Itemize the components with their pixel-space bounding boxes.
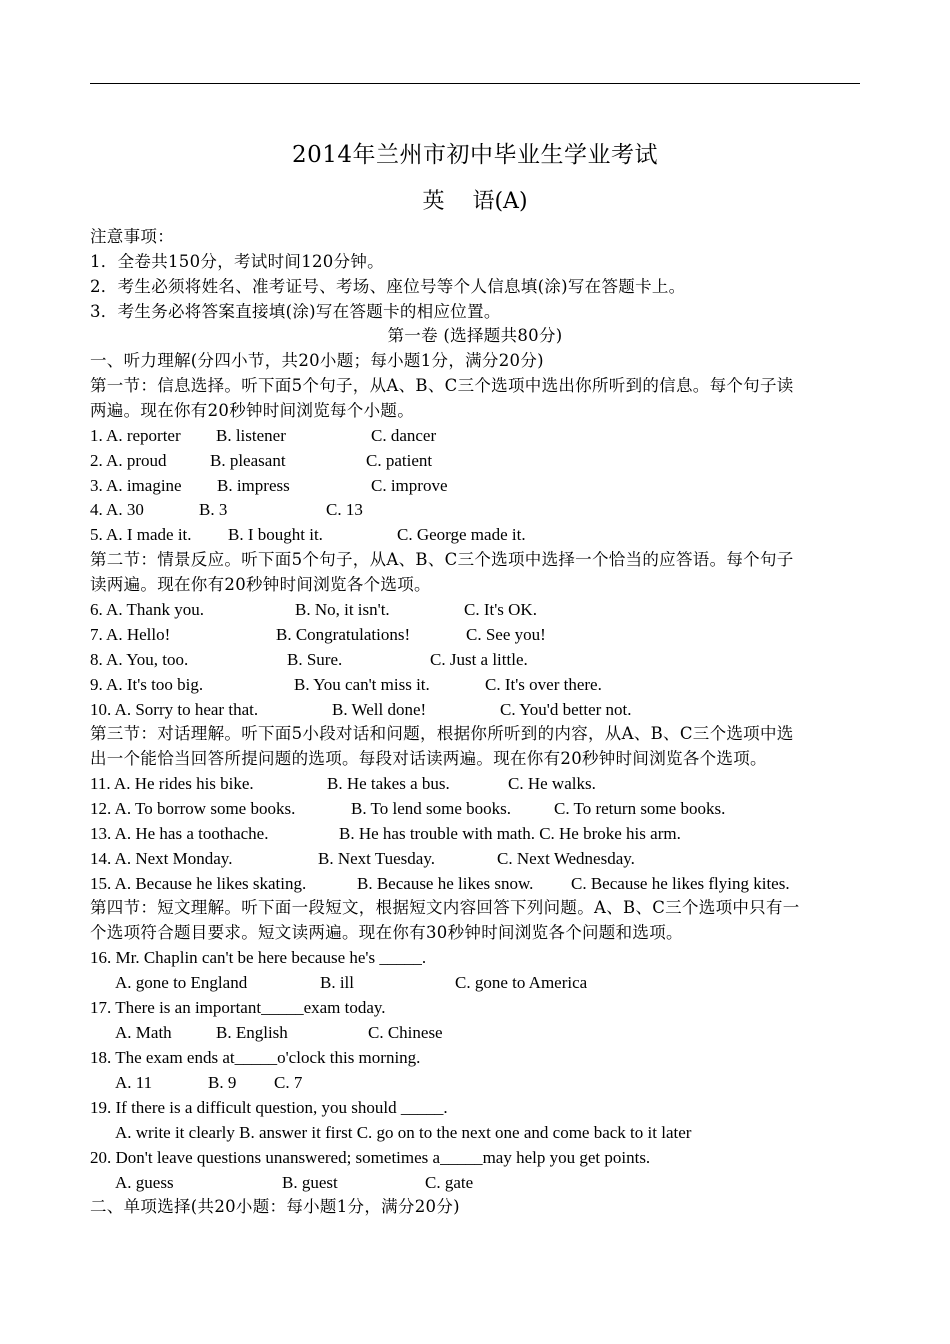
section-intro: 出一个能恰当回答所提问题的选项。每段对话读两遍。现在你有20秒钟时间浏览各个选项。: [90, 749, 767, 768]
question-item: 4. A. 30: [90, 500, 144, 519]
option-c: C. He walks.: [508, 774, 596, 793]
option-b: B. ill: [320, 973, 355, 992]
option-b: B. Well done!: [332, 700, 427, 719]
option-c: C. improve: [371, 476, 448, 495]
option-b: B. English: [216, 1023, 288, 1042]
option-b: B. Because he likes snow.: [357, 874, 534, 893]
option-c: C. Next Wednesday.: [497, 849, 635, 868]
section-intro: 第一节：信息选择。听下面5个句子，从A、B、C三个选项中选出你所听到的信息。每个句子读: [90, 376, 794, 395]
part-heading: 一、听力理解(分四小节，共20小题；每小题1分，满分20分): [90, 351, 544, 370]
option-b: B. listener: [216, 426, 286, 445]
question-stem: 18. The exam ends at_____o'clock this morning.: [90, 1048, 421, 1067]
question-stem: 20. Don't leave questions unanswered; sometimes a_____may help you get points.: [90, 1148, 651, 1167]
question-item: 11. A. He rides his bike.: [90, 774, 254, 793]
question-item: 12. A. To borrow some books.: [90, 799, 296, 818]
question-item: 6. A. Thank you.: [90, 600, 204, 619]
question-item: 10. A. Sorry to hear that.: [90, 700, 259, 719]
option-c: C. Chinese: [368, 1023, 443, 1042]
option-c: C. 13: [326, 500, 363, 519]
option-c: C. dancer: [371, 426, 437, 445]
subtitle-char: 英: [422, 189, 445, 214]
section-intro: 第四节：短文理解。听下面一段短文，根据短文内容回答下列问题。A、B、C三个选项中只有一: [90, 898, 800, 917]
exam-subtitle: [0, 184, 950, 215]
option-a: A. guess: [115, 1173, 174, 1192]
option-b: B. Next Tuesday.: [318, 849, 435, 868]
question-item: 13. A. He has a toothache.: [90, 824, 269, 843]
question-item: 15. A. Because he likes skating.: [90, 874, 307, 893]
note-item: 2．考生必须将姓名、准考证号、考场、座位号等个人信息填(涂)写在答题卡上。: [90, 277, 686, 296]
option-c: C. 7: [274, 1073, 303, 1092]
section-intro: 第二节：情景反应。听下面5个句子，从A、B、C三个选项中选择一个恰当的应答语。每个句子: [90, 550, 794, 569]
subtitle-rest: 语(A): [472, 189, 528, 214]
option-c: C. gone to America: [455, 973, 588, 992]
option-c: C. gate: [425, 1173, 474, 1192]
section-intro: 个选项符合题目要求。短文读两遍。现在你有30秒钟时间浏览各个问题和选项。: [90, 923, 683, 942]
option-a: A. Math: [115, 1023, 172, 1042]
top-rule: [90, 83, 860, 84]
question-stem: 19. If there is a difficult question, you should _____.: [90, 1098, 448, 1117]
question-item: 1. A. reporter: [90, 426, 181, 445]
exam-title: 2014年兰州市初中毕业生学业考试: [291, 142, 659, 168]
section-intro: 第三节：对话理解。听下面5小段对话和问题，根据你所听到的内容，从A、B、C三个选项中选: [90, 724, 794, 743]
option-b: B. To lend some books.: [351, 799, 511, 818]
option-b: B. Congratulations!: [276, 625, 411, 644]
option-c: C. To return some books.: [554, 799, 726, 818]
option-b: B. He has trouble with math. C. He broke his arm.: [339, 824, 681, 843]
option-b: B. impress: [217, 476, 290, 495]
notes-heading: 注意事项：: [90, 227, 174, 246]
volume-heading: 第一卷 (选择题共80分): [387, 326, 563, 345]
option-b: B. I bought it.: [228, 525, 323, 544]
option-b: B. Sure.: [287, 650, 343, 669]
option-b: B. guest: [282, 1173, 338, 1192]
note-item: 3．考生务必将答案直接填(涂)写在答题卡的相应位置。: [90, 302, 501, 321]
option-c: C. You'd better not.: [500, 700, 632, 719]
option-a: A. gone to England: [115, 973, 248, 992]
option-b: B. pleasant: [210, 451, 286, 470]
question-item: 3. A. imagine: [90, 476, 182, 495]
question-stem: 17. There is an important_____exam today.: [90, 998, 386, 1017]
options-line: A. write it clearly B. answer it first C. go on to the next one and come back to it later: [115, 1123, 692, 1142]
option-c: C. See you!: [466, 625, 546, 644]
question-item: 9. A. It's too big.: [90, 675, 204, 694]
option-c: C. George made it.: [397, 525, 526, 544]
option-c: C. patient: [366, 451, 433, 470]
question-item: 14. A. Next Monday.: [90, 849, 233, 868]
option-b: B. No, it isn't.: [295, 600, 390, 619]
option-a: A. 11: [115, 1073, 153, 1092]
question-stem: 16. Mr. Chaplin can't be here because he's _____.: [90, 948, 427, 967]
question-item: 7. A. Hello!: [90, 625, 171, 644]
part-heading: 二、单项选择(共20小题：每小题1分，满分20分): [90, 1197, 460, 1216]
question-item: 8. A. You, too.: [90, 650, 189, 669]
section-intro: 读两遍。现在你有20秒钟时间浏览各个选项。: [90, 575, 431, 594]
section-intro: 两遍。现在你有20秒钟时间浏览每个小题。: [90, 401, 414, 420]
question-item: 2. A. proud: [90, 451, 167, 470]
question-item: 5. A. I made it.: [90, 525, 192, 544]
option-c: C. Because he likes flying kites.: [571, 874, 790, 893]
option-c: C. It's OK.: [464, 600, 537, 619]
option-b: B. You can't miss it.: [294, 675, 430, 694]
option-b: B. 9: [208, 1073, 237, 1092]
option-c: C. Just a little.: [430, 650, 528, 669]
option-c: C. It's over there.: [485, 675, 602, 694]
option-b: B. 3: [199, 500, 228, 519]
note-item: 1．全卷共150分，考试时间120分钟。: [90, 252, 384, 271]
option-b: B. He takes a bus.: [327, 774, 450, 793]
